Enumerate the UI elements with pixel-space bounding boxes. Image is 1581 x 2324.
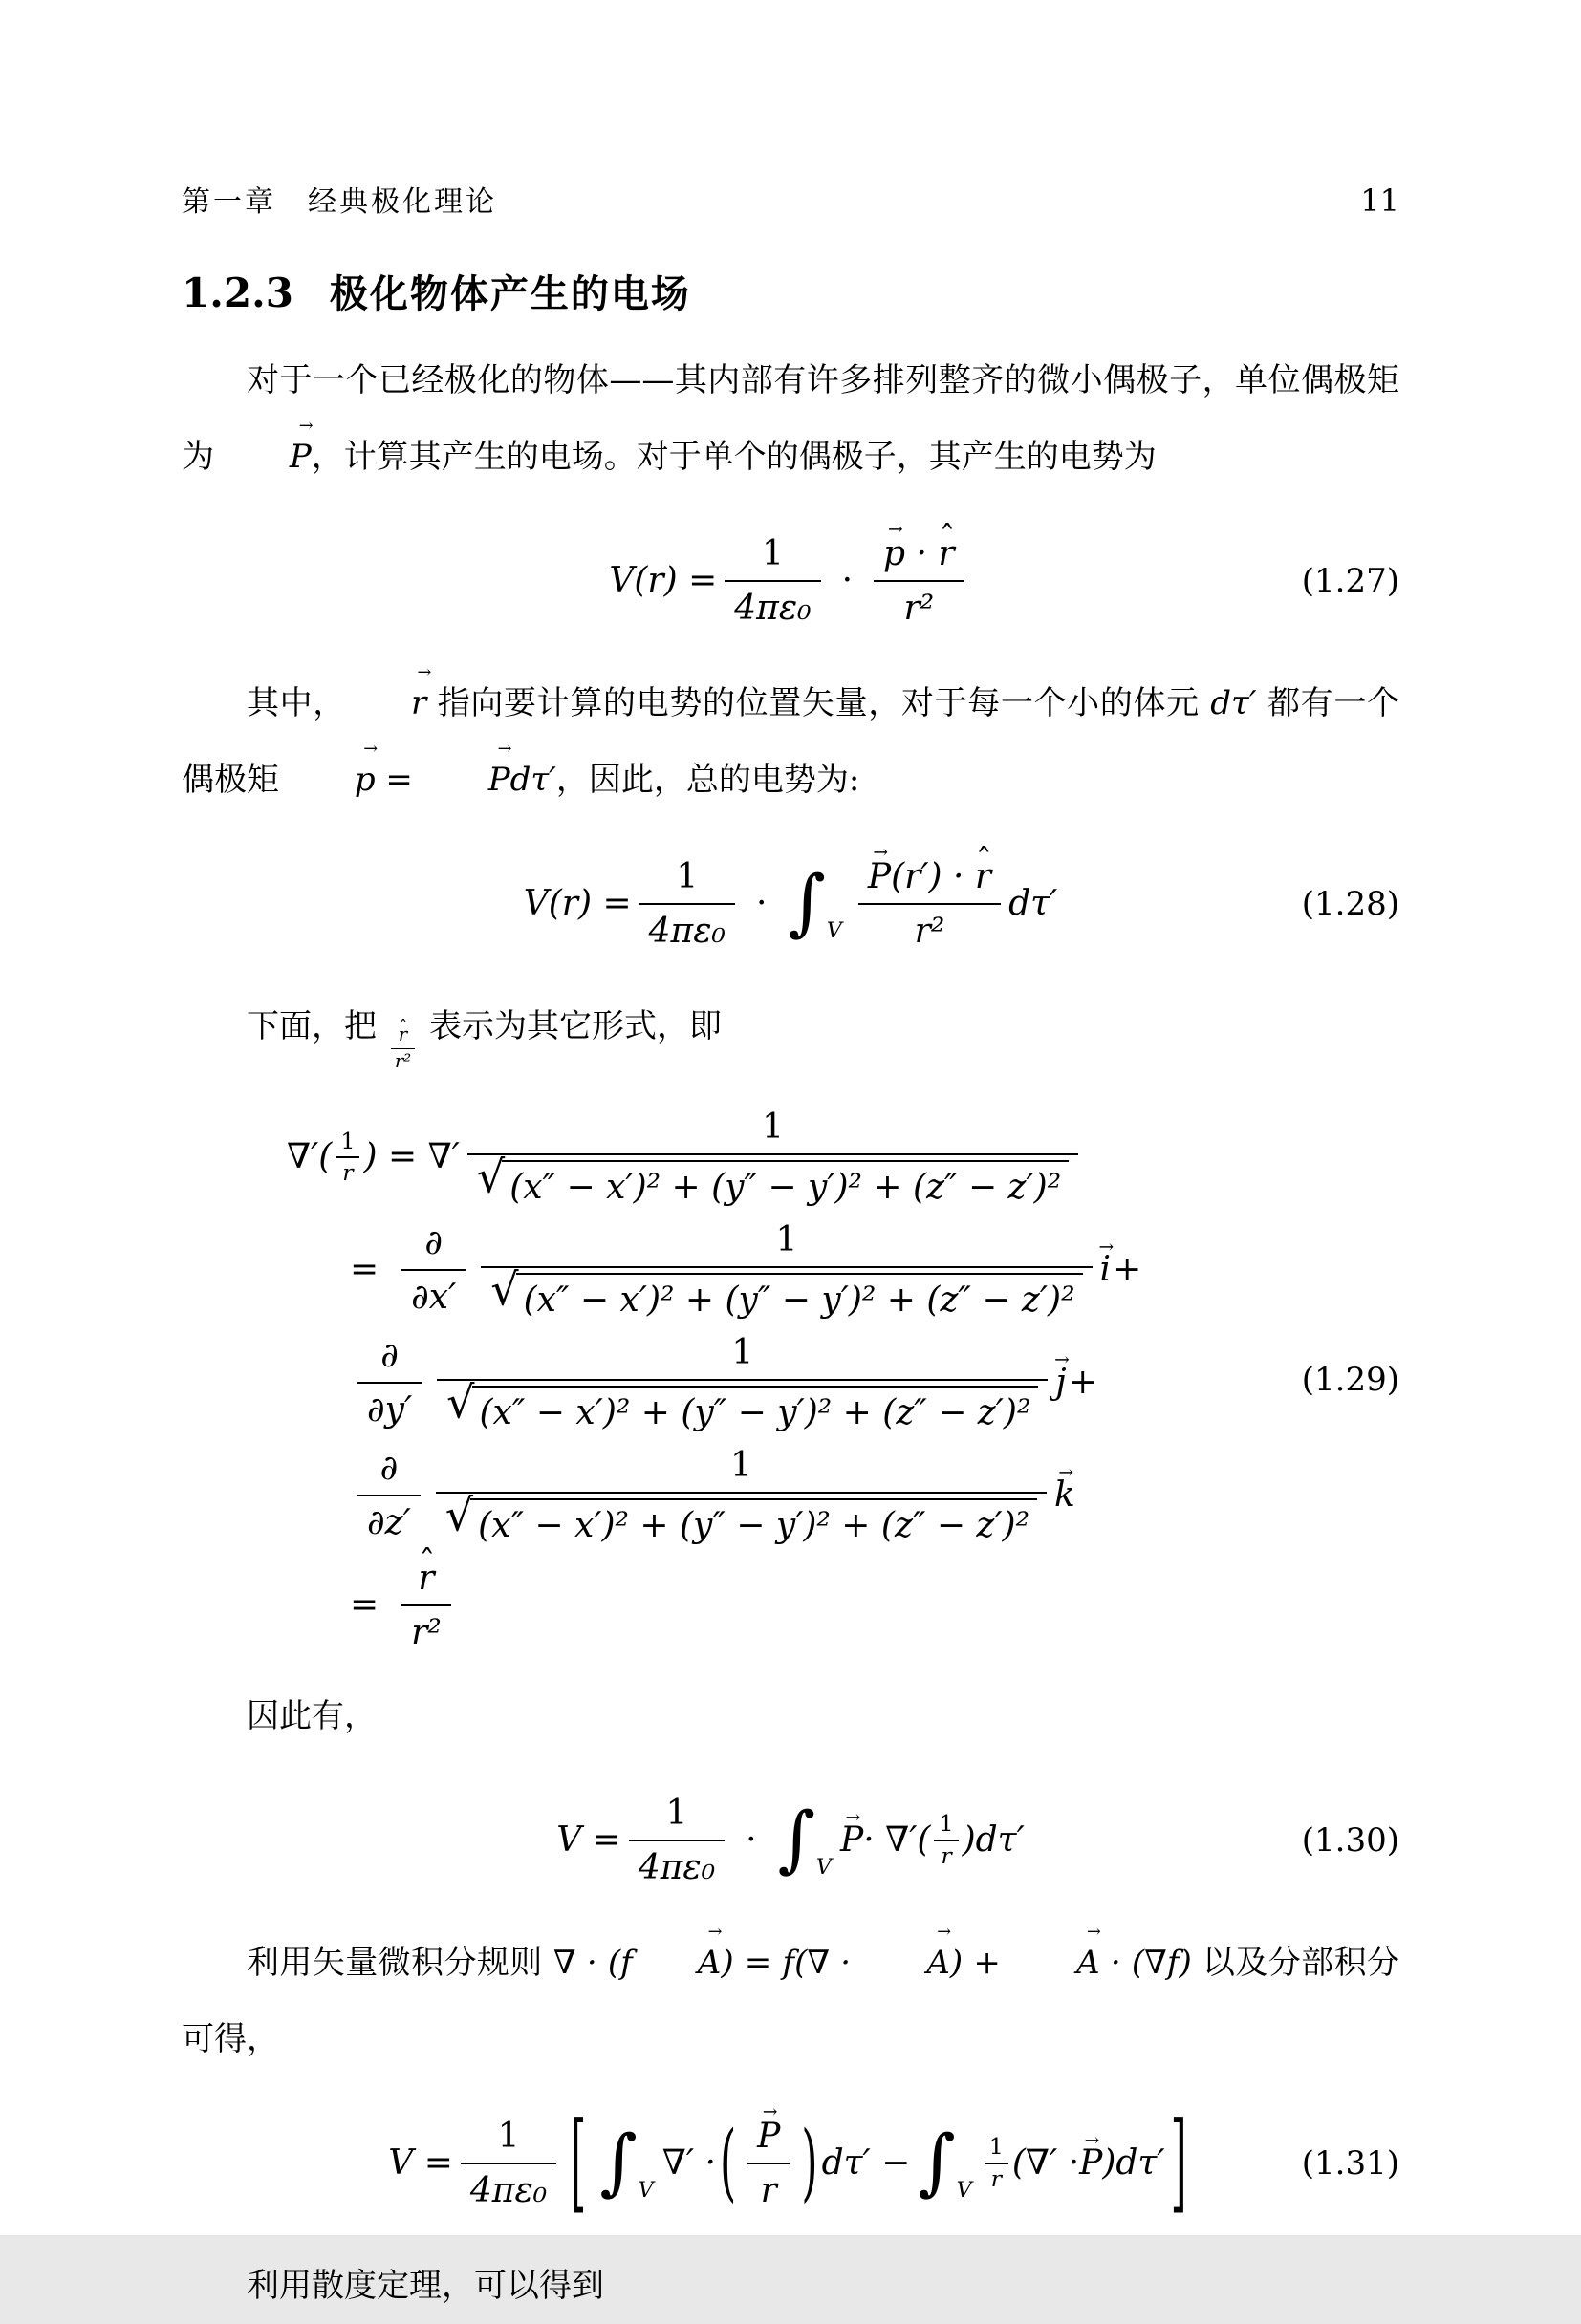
numerator: ∂ <box>357 1334 422 1382</box>
text-run: ，因此，总的电势为: <box>556 761 859 799</box>
numerator: 1 <box>436 1444 1047 1492</box>
denominator <box>436 1492 1047 1547</box>
fraction <box>461 2115 556 2212</box>
numerator: 1 <box>639 855 735 903</box>
numerator: ∂ <box>401 1221 466 1269</box>
math-run: · <box>905 534 938 573</box>
equation-1-27 <box>182 525 1399 637</box>
hat-r: r ˆ <box>938 532 954 575</box>
text-run: 下面，把 <box>247 1007 387 1045</box>
fraction <box>437 1331 1048 1434</box>
numerator: 1 <box>467 1106 1078 1153</box>
radicand: (x″ − x′)² + (y″ − y′)² + (z″ − z′)² <box>502 1160 1069 1209</box>
fraction <box>639 855 735 953</box>
vector-P: P → <box>840 1820 863 1860</box>
paragraph-1 <box>182 343 1399 496</box>
paragraph-5 <box>182 1926 1399 2078</box>
math-run: dτ′ <box>1008 884 1057 923</box>
text-run: 对于一个已经极化的物体——其内部有许多排列整齐的微小偶极子，单位偶 <box>247 361 1334 399</box>
square-root <box>477 1160 1069 1209</box>
denominator: r <box>336 1156 359 1186</box>
math-run: dτ′ <box>510 761 556 799</box>
text-run: 极矩为 <box>182 361 1399 476</box>
integral <box>918 2131 955 2195</box>
dot-operator: · <box>746 1820 756 1860</box>
vector-A: A → <box>861 1926 950 2002</box>
equation-line-3 <box>350 1331 1399 1434</box>
small-fraction <box>934 1811 958 1869</box>
equation-number: (1.31) <box>1302 2144 1399 2183</box>
equation-line-2 <box>350 1218 1399 1322</box>
radical-sign: √ <box>490 1267 518 1311</box>
math-run: dτ′ <box>1210 684 1256 722</box>
integral-sign: ∫ <box>918 2131 955 2192</box>
denominator: r² <box>401 1604 451 1654</box>
vector-r: r → <box>346 666 426 742</box>
vector-P: P → <box>225 420 312 496</box>
equation-1-30 <box>182 1784 1399 1897</box>
hat-r: r ˆ <box>399 1024 407 1046</box>
math-run: · ∇′( <box>863 1820 930 1860</box>
section-number: 1.2.3 <box>182 269 293 316</box>
equals-sign: = <box>350 1585 379 1625</box>
dot-operator: · <box>756 884 767 923</box>
math-run: (∇′ · <box>1012 2143 1079 2183</box>
text-run: 其中， <box>247 684 346 722</box>
text-run: 偶极矩 <box>182 761 290 799</box>
denominator: 4πε₀ <box>725 580 820 630</box>
math-run: ∇′ · <box>662 2143 716 2183</box>
math-run: ) + <box>950 1944 1011 1982</box>
math-lhs: V = <box>556 1820 621 1860</box>
hat-r: r ˆ <box>418 1557 434 1600</box>
small-fraction <box>985 2134 1008 2192</box>
plus-sign: + <box>1069 1363 1097 1402</box>
square-root <box>446 1386 1038 1434</box>
partial-derivative <box>401 1221 466 1319</box>
text-run: 以及分部积分可得， <box>182 1944 1399 2058</box>
fraction <box>725 532 820 630</box>
fraction <box>858 855 1001 953</box>
numerator: 1 <box>629 1792 725 1840</box>
math-run: (r′) · <box>891 857 975 896</box>
math-lhs: V(r) = <box>524 884 632 923</box>
numerator: 1 <box>985 2134 1008 2162</box>
fraction <box>401 1557 451 1654</box>
integral-sign: ∫ <box>788 872 825 933</box>
denominator: ∂z′ <box>357 1495 421 1544</box>
paragraph-4: 因此有， <box>182 1679 1399 1755</box>
paragraph-6: 利用散度定理，可以得到 <box>182 2249 1399 2324</box>
paragraph-3 <box>182 989 1399 1073</box>
numerator: 1 <box>437 1331 1048 1379</box>
vector-P: P → <box>423 742 510 819</box>
text-run: 表示为其它形式，即 <box>419 1007 722 1045</box>
math-run: = <box>376 761 423 799</box>
radical-sign: √ <box>445 1493 473 1537</box>
equation-line-4 <box>350 1444 1399 1547</box>
left-bracket: [ <box>570 2100 586 2225</box>
plus-sign: + <box>1113 1250 1141 1289</box>
math-run: dτ′ − <box>822 2143 911 2183</box>
equation-number: (1.28) <box>1302 885 1399 923</box>
numerator: 1 <box>336 1129 359 1156</box>
numerator <box>874 532 964 580</box>
small-fraction <box>336 1129 359 1187</box>
paragraph-2 <box>182 666 1399 819</box>
equation-line-1 <box>287 1106 1399 1209</box>
denominator <box>437 1379 1048 1434</box>
equation-number: (1.29) <box>1302 1361 1399 1399</box>
section-title: 极化物体产生的电场 <box>330 264 691 318</box>
chapter-title: 第一章 经典极化理论 <box>182 178 497 220</box>
integral <box>778 1808 815 1872</box>
math-run: )dτ′ <box>1102 2143 1164 2183</box>
integral-sign: ∫ <box>778 1808 815 1869</box>
numerator <box>401 1557 451 1604</box>
numerator <box>858 855 1001 903</box>
page-number: 11 <box>1360 183 1399 219</box>
hat-r: r ˆ <box>975 855 991 898</box>
numerator: ∂ <box>357 1447 421 1495</box>
square-root <box>490 1273 1082 1322</box>
math-lhs: V(r) = <box>609 561 717 600</box>
text-run: 指向要计算的电势的位置矢量，对于每一个小的体元 <box>426 684 1210 722</box>
equation-1-31 <box>182 2107 1399 2220</box>
right-paren: ) <box>801 2115 817 2212</box>
denominator: r² <box>874 580 964 630</box>
fraction <box>747 2115 790 2212</box>
denominator <box>481 1266 1092 1322</box>
partial-derivative <box>357 1334 422 1431</box>
vector-P: P → <box>1079 2143 1102 2183</box>
equation-number: (1.30) <box>1302 1821 1399 1860</box>
math-run: ) = ∇′ <box>363 1137 459 1176</box>
numerator: 1 <box>934 1811 958 1839</box>
vector-p: p → <box>883 532 905 575</box>
text-run: ，计算其产生的电场。对于单个的偶极子，其产生的电势为 <box>312 438 1157 476</box>
vector-i: i → <box>1100 1250 1112 1289</box>
integral <box>788 872 825 936</box>
denominator: ∂y′ <box>357 1382 422 1431</box>
numerator: 1 <box>461 2115 556 2163</box>
text-run: 利用矢量微积分规则 <box>247 1944 553 1982</box>
denominator: r <box>747 2163 790 2212</box>
vector-p: p → <box>290 742 376 819</box>
integral <box>599 2131 637 2195</box>
radical-sign: √ <box>477 1154 505 1198</box>
numerator: 1 <box>481 1218 1092 1266</box>
denominator: 4πε₀ <box>461 2163 556 2212</box>
denominator: r² <box>858 903 1001 953</box>
fraction <box>874 532 964 630</box>
math-run: ∇′( <box>287 1137 332 1176</box>
fraction <box>481 1218 1092 1322</box>
radicand: (x″ − x′)² + (y″ − y′)² + (z″ − z′)² <box>470 1498 1037 1547</box>
vector-A: A → <box>1011 1926 1100 2002</box>
radicand: (x″ − x′)² + (y″ − y′)² + (z″ − z′)² <box>516 1273 1083 1322</box>
math-run: ) = f(∇ · <box>721 1944 861 1982</box>
page-header <box>182 178 1399 220</box>
denominator: 4πε₀ <box>639 903 735 953</box>
partial-derivative <box>357 1447 421 1544</box>
denominator: 4πε₀ <box>629 1840 725 1889</box>
integral-limit: V <box>827 918 842 943</box>
dot-operator: · <box>842 561 853 600</box>
equation-line-5 <box>350 1557 1399 1654</box>
denominator: r <box>934 1840 958 1869</box>
fraction <box>436 1444 1047 1547</box>
math-run: )dτ′ <box>963 1820 1025 1860</box>
denominator: ∂x′ <box>401 1269 466 1319</box>
text-run: 都有一个 <box>1257 684 1399 722</box>
inline-fraction <box>391 1024 415 1072</box>
integral-limit: V <box>957 2178 972 2203</box>
square-root <box>445 1498 1037 1547</box>
integral-limit: V <box>639 2178 654 2203</box>
math-lhs: V = <box>388 2143 453 2183</box>
section-heading <box>182 264 1399 318</box>
denominator: r² <box>391 1048 415 1073</box>
fraction <box>467 1106 1078 1209</box>
vector-k: k → <box>1054 1475 1075 1515</box>
equals-sign: = <box>350 1250 379 1289</box>
math-run: ∇ · (f <box>553 1944 633 1982</box>
integral-sign: ∫ <box>599 2131 637 2192</box>
denominator: r <box>985 2163 1008 2192</box>
right-bracket: ] <box>1171 2100 1187 2225</box>
vector-A: A → <box>633 1926 722 2002</box>
numerator <box>391 1024 415 1048</box>
math-run: · (∇f) <box>1100 1944 1192 1982</box>
numerator <box>747 2115 790 2163</box>
numerator: 1 <box>725 532 820 580</box>
denominator <box>467 1153 1078 1209</box>
radical-sign: √ <box>446 1380 474 1424</box>
integral-limit: V <box>816 1855 832 1880</box>
left-paren: ( <box>720 2115 736 2212</box>
vector-P: P → <box>757 2115 780 2158</box>
equation-number: (1.27) <box>1302 562 1399 600</box>
fraction <box>629 1792 725 1889</box>
radicand: (x″ − x′)² + (y″ − y′)² + (z″ − z′)² <box>472 1386 1039 1434</box>
equation-1-28 <box>182 848 1399 960</box>
vector-P: P → <box>868 855 891 898</box>
equation-1-29 <box>182 1106 1399 1654</box>
vector-j: j → <box>1055 1363 1066 1402</box>
